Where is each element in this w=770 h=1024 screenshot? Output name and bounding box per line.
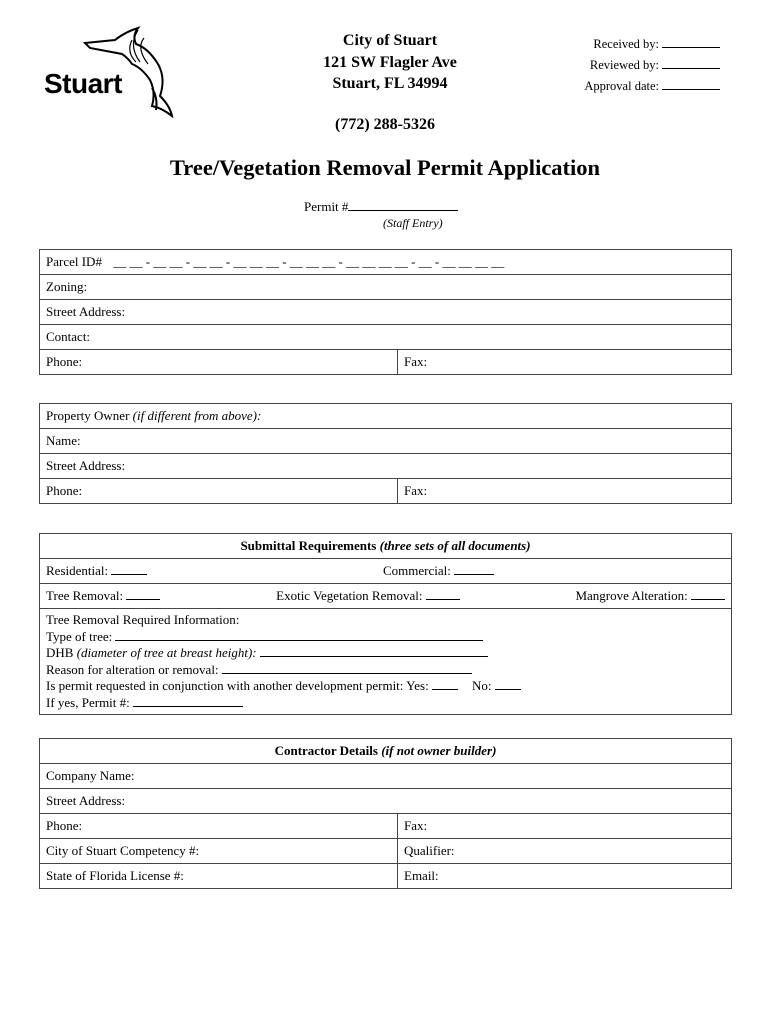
type-row [40,559,732,584]
email-field[interactable] [398,864,732,889]
tree-info-block [40,609,732,715]
submittal-title: Submittal Requirements [240,538,377,553]
fax-label: Fax: [404,354,428,369]
email-label: Email: [404,868,439,883]
license-field[interactable] [40,864,398,889]
contractor-street-field[interactable] [40,789,732,814]
logo-text: Stuart [44,68,122,99]
competency-label: City of Stuart Competency #: [46,843,200,858]
permit-field[interactable] [348,200,458,211]
exotic-blank[interactable] [426,589,460,600]
tree-removal-label: Tree Removal: [46,588,124,603]
contractor-fax-label: Fax: [404,818,428,833]
yes-blank[interactable] [432,679,458,690]
no-label: No: [471,678,492,693]
approval-label: Approval date: [584,79,659,93]
applicant-section [39,249,732,375]
owner-section [39,403,732,504]
permit-number [304,199,458,215]
owner-note: (if different from above): [132,408,262,423]
contractor-phone-label: Phone: [46,818,83,833]
street-label: Street Address: [46,304,126,319]
city-name: City of Stuart [342,32,438,49]
contractor-note: (if not owner builder) [381,743,497,758]
owner-fax-label: Fax: [404,483,428,498]
zoning-label: Zoning: [46,279,88,294]
parcel-label: Parcel ID# [46,254,102,269]
ifyes-label: If yes, Permit #: [46,694,130,710]
tree-info-heading: Tree Removal Required Information: [46,612,240,627]
contact-field[interactable] [40,325,732,350]
parcel-row[interactable] [40,250,732,275]
permit-label: Permit # [304,199,349,214]
street-line: 121 SW Flagler Ave [323,53,457,71]
dhb-note: (diameter of tree at breast height): [76,645,257,660]
contact-label: Contact: [46,329,91,344]
owner-label: Property Owner [46,408,130,423]
exotic-option[interactable] [276,588,460,604]
reviewed-line[interactable] [662,58,720,69]
phone-field[interactable] [40,350,398,375]
owner-phone-field[interactable] [40,479,398,504]
phone-label: Phone: [46,354,83,369]
staff-entry-note: (Staff Entry) [383,216,443,230]
contractor-fax-field[interactable] [398,814,732,839]
staff-block [540,34,720,97]
license-label: State of Florida License #: [46,868,184,883]
submittal-heading [40,534,732,559]
owner-street-label: Street Address: [46,458,126,473]
received-line[interactable] [662,37,720,48]
street-field[interactable] [40,300,732,325]
qualifier-field[interactable] [398,839,732,864]
commercial-label: Commercial: [383,563,451,578]
removal-type-row [40,584,732,609]
competency-field[interactable] [40,839,398,864]
city-address [290,30,490,95]
contractor-phone-field[interactable] [40,814,398,839]
reviewed-label: Reviewed by: [589,58,659,72]
tree-removal-blank[interactable] [126,589,160,600]
company-label: Company Name: [46,768,135,783]
dhb-field[interactable] [260,646,488,657]
fax-field[interactable] [398,350,732,375]
commercial-option[interactable] [383,563,494,578]
owner-name-label: Name: [46,433,81,448]
conjunction-label: Is permit requested in conjunction with another development permit: Yes: [46,678,429,693]
commercial-blank[interactable] [454,564,494,575]
zoning-field[interactable] [40,275,732,300]
residential-blank[interactable] [111,564,147,575]
contractor-street-label: Street Address: [46,793,126,808]
tree-type-label: Type of tree: [46,628,113,644]
city-logo [40,18,190,118]
owner-phone-label: Phone: [46,483,83,498]
ifyes-field[interactable] [133,696,243,707]
contractor-title: Contractor Details [274,743,378,758]
city-state-line: Stuart, FL 34994 [332,75,448,92]
city-phone: (772) 288-5326 [335,116,435,133]
mangrove-label: Mangrove Alteration: [575,588,688,603]
no-blank[interactable] [495,679,521,690]
mangrove-blank[interactable] [691,589,725,600]
owner-fax-field[interactable] [398,479,732,504]
owner-heading [40,404,732,429]
page-title: Tree/Vegetation Removal Permit Application [169,155,601,180]
company-field[interactable] [40,764,732,789]
exotic-label: Exotic Vegetation Removal: [276,588,423,603]
approval-line[interactable] [662,79,720,90]
reason-field[interactable] [222,663,472,674]
qualifier-label: Qualifier: [404,843,455,858]
tree-removal-option[interactable] [46,588,160,604]
residential-option[interactable] [46,563,383,579]
tree-type-field[interactable] [115,630,483,641]
received-label: Received by: [593,37,659,51]
owner-street-field[interactable] [40,454,732,479]
submittal-section [39,533,732,715]
mangrove-option[interactable] [575,588,725,604]
contractor-heading [40,739,732,764]
reason-label: Reason for alteration or removal: [46,661,219,677]
submittal-note: (three sets of all documents) [379,538,531,553]
dhb-label: DHB [46,645,74,660]
contractor-section [39,738,732,889]
parcel-mask: __ __ - __ __ - __ __ - __ __ __ - __ __ __ - __ __ __ __ - __ - __ __ __ __ [113,254,505,269]
owner-name-field[interactable] [40,429,732,454]
residential-label: Residential: [46,563,109,578]
